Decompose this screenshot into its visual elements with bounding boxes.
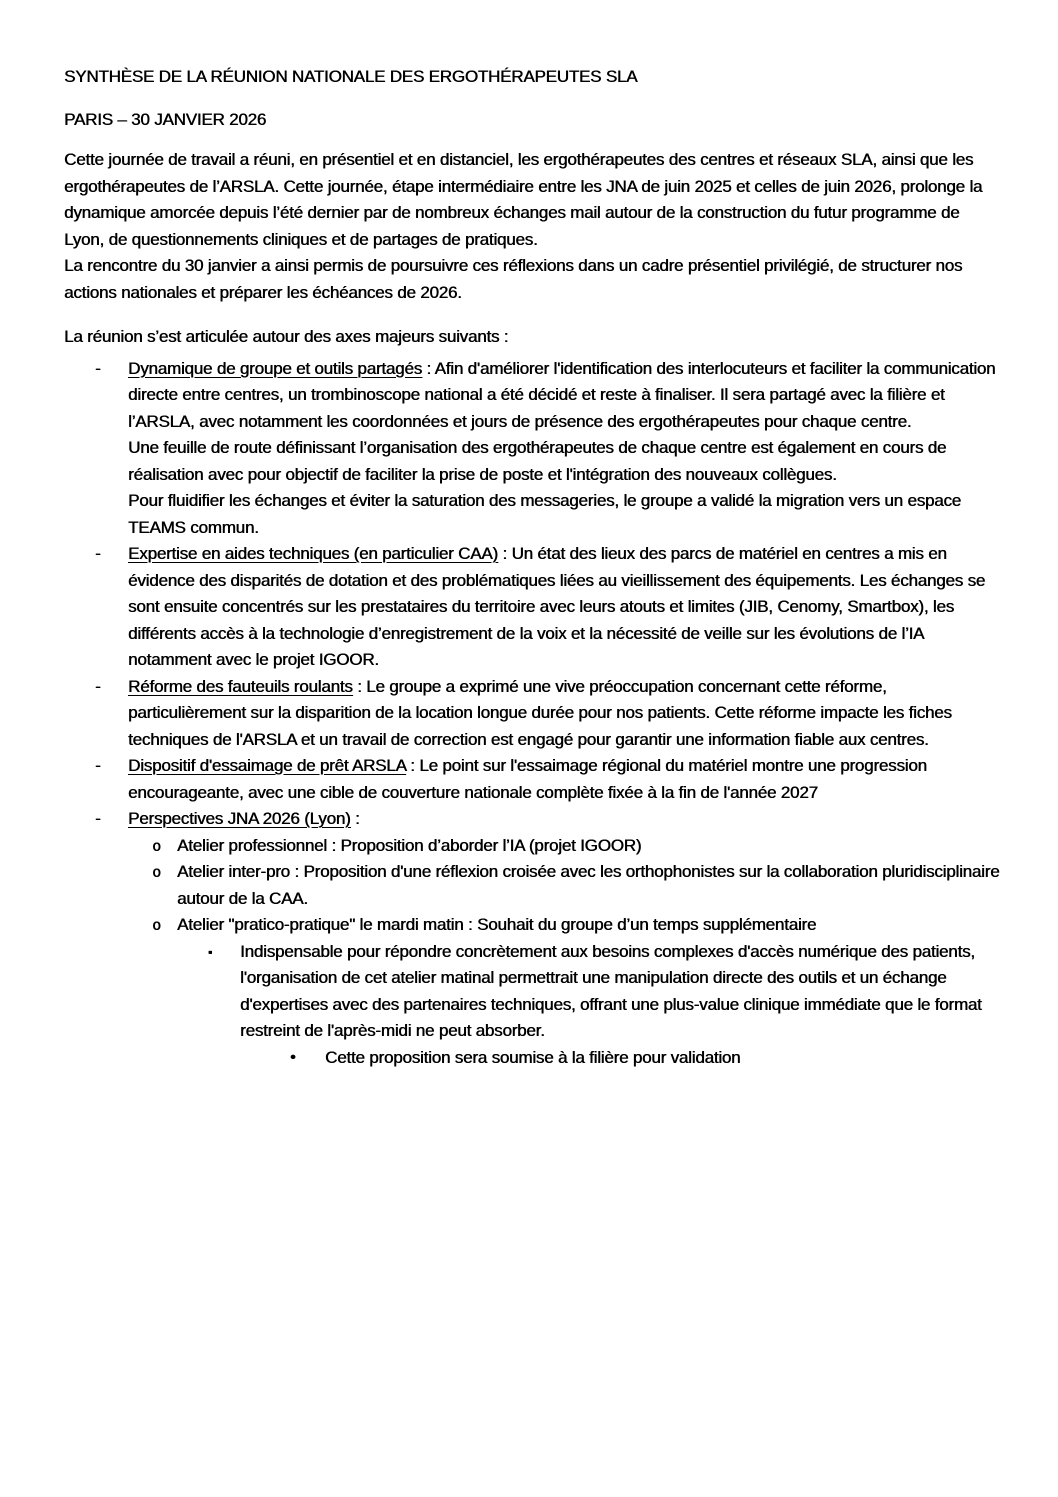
- circle-bullet-marker: o: [152, 836, 161, 855]
- bullet-body: :: [350, 809, 360, 828]
- circle-bullet-marker: o: [152, 863, 161, 881]
- sub-bullet-text: Atelier "pratico-pratique" le mardi matin : Souhait du groupe d’un temps supplémentaire: [177, 915, 817, 934]
- bullet-heading: Perspectives JNA 2026 (Lyon): [128, 809, 351, 828]
- bullet-continuation-1: Une feuille de route définissant l’organisation des ergothérapeutes de chaque centre est également en cours de réalisation avec pour objectif de faciliter la prise de poste et l'intégration des nouveaux collègues.: [128, 438, 947, 484]
- sub-bullet-text: Atelier professionnel : Proposition d’aborder l’IA (projet IGOOR): [177, 835, 642, 855]
- sub-bullet-atelier-inter-pro: [64, 859, 1000, 912]
- sub-bullet-atelier-professionnel: [64, 833, 1000, 860]
- bullet-item-reforme-fauteuils: [64, 674, 1000, 754]
- intro-paragraph-1: Cette journée de travail a réuni, en présentiel et en distanciel, les ergothérapeutes des centres et réseaux SLA, ainsi que les ergothérapeutes de l’ARSLA. Cette journée, étape intermédiaire entre les JNA de juin 2025 et celles de juin 2026, prolonge la dynamique amorcée depuis l’été dernier par de nombreux échanges mail autour de la construction du futur programme de Lyon, de questionnements cliniques et de partages de pratiques.: [64, 150, 983, 249]
- bullet-heading: Dispositif d'essaimage de prêt ARSLA: [128, 756, 406, 775]
- sub-bullet-text: Atelier inter-pro : Proposition d'une réflexion croisée avec les orthophonistes sur la collaboration pluridisciplinaire autour de la CAA.: [177, 862, 1000, 908]
- intro-paragraph-2: La rencontre du 30 janvier a ainsi permis de poursuivre ces réflexions dans un cadre présentiel privilégié, de structurer nos actions nationales et préparer les échéances de 2026.: [64, 256, 963, 302]
- bullet-text: [128, 674, 1000, 754]
- circle-bullet-marker: o: [152, 916, 161, 934]
- axes-lead-paragraph: La réunion s’est articulée autour des axes majeurs suivants :: [64, 327, 509, 346]
- sub-sub-bullet-indispensable: [64, 939, 1000, 1045]
- bullet-heading: Expertise en aides techniques (en particulier CAA): [128, 544, 498, 563]
- document-subtitle: PARIS – 30 JANVIER 2026: [64, 109, 267, 129]
- bullet-body: : Un état des lieux des parcs de matériel en centres a mis en évidence des disparités de dotation et des problématiques liées au vieillissement des équipements. Les échanges se sont ensuite concentrés sur les prestataires du territoire avec leurs atouts et limites (JIB, Cenomy, Smartbox), les différents accès à la technologie d’enregistrement de la voix et la nécessité de veille sur les évolutions de l’IA notamment avec le projet IGOOR.: [128, 544, 986, 669]
- bullet-item-dispositif-essaimage: [64, 753, 1000, 806]
- square-bullet-marker: ▪: [208, 944, 213, 959]
- bullet-heading: Réforme des fauteuils roulants: [128, 676, 353, 696]
- sub-sub-sub-bullet-proposition: [64, 1045, 1000, 1072]
- dot-bullet-marker: •: [290, 1048, 296, 1066]
- bullet-body: : Le groupe a exprimé une vive préoccupation concernant cette réforme, particulièrement sur la disparition de la location longue durée pour nos patients. Cette réforme impacte les fiches techniques de l'ARSLA et un travail de correction est engagé pour garantir une information fiable aux centres.: [128, 676, 952, 749]
- sub-sub-bullet-text: Indispensable pour répondre concrètement aux besoins complexes d'accès numérique des patients, l'organisation de cet atelier matinal permettrait une manipulation directe des outils et un échange d'expertises avec des partenaires techniques, offrant une plus-value clinique immédiate que le format restreint de l'après-midi ne peut absorber.: [240, 941, 982, 1040]
- bullet-heading: Dynamique de groupe et outils partagés: [128, 358, 422, 378]
- dash-bullet-marker: -: [95, 544, 101, 563]
- sub-sub-sub-bullet-text: Cette proposition sera soumise à la filière pour validation: [325, 1047, 741, 1067]
- bullet-body: : Le point sur l'essaimage régional du matériel montre une progression encourageante, avec une cible de couverture nationale complète fixée à la fin de l'année 2027: [128, 756, 927, 802]
- bullet-text: [128, 541, 1000, 674]
- sub-bullet-atelier-pratico-pratique: [64, 912, 1000, 939]
- bullet-body: : Afin d'améliorer l'identification des interlocuteurs et faciliter la communication directe entre centres, un trombinoscope national a été décidé et reste à finaliser. Il sera partagé avec la filière et l’ARSLA, avec notamment les coordonnées et jours de présence des ergothérapeutes pour chaque centre.: [128, 358, 996, 431]
- bullet-text: [128, 356, 1000, 542]
- document-title: SYNTHÈSE DE LA RÉUNION NATIONALE DES ERGOTHÉRAPEUTES SLA: [64, 67, 638, 86]
- dash-bullet-marker: -: [95, 358, 101, 378]
- dash-bullet-marker: -: [95, 756, 101, 775]
- bullet-continuation-2: Pour fluidifier les échanges et éviter la saturation des messageries, le groupe a validé la migration vers un espace TEAMS commun.: [128, 491, 961, 537]
- bullet-text: [128, 753, 1000, 806]
- bullet-item-dynamique-de-groupe: [64, 356, 1000, 542]
- dash-bullet-marker: -: [95, 809, 101, 828]
- bullet-item-expertise-aides-techniques: [64, 541, 1000, 674]
- bullet-text: [128, 806, 1000, 833]
- dash-bullet-marker: -: [95, 676, 101, 696]
- bullet-item-perspectives-jna: [64, 806, 1000, 833]
